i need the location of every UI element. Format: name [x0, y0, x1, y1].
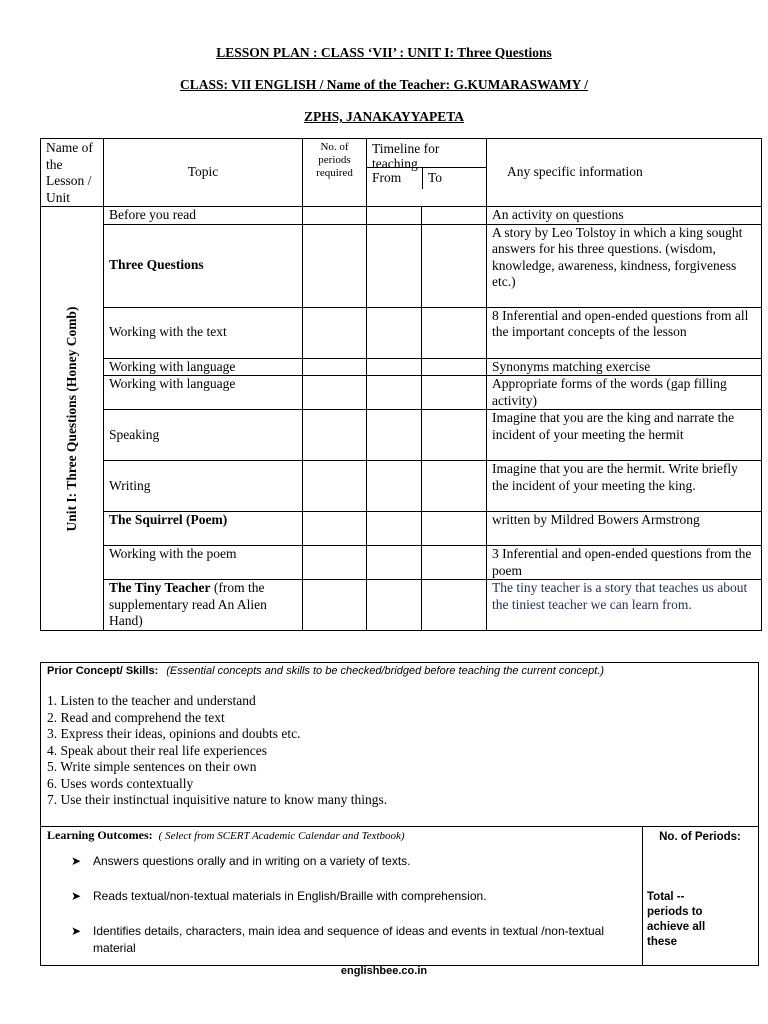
list-item: 4. Speak about their real life experiences	[47, 742, 268, 758]
list-item: ➤ Identifies details, characters, main idea and sequence of ideas and events in textual /non-textual material	[71, 924, 604, 955]
table-row-topic: Working with language	[104, 358, 303, 376]
class-teacher-line: CLASS: VII ENGLISH / Name of the Teacher: G.KUMARASWAMY /	[179, 77, 588, 92]
list-item: 1. Listen to the teacher and understand	[47, 693, 256, 708]
school-name: ZPHS, JANAKAYYAPETA	[303, 109, 465, 124]
footer-source: englishbee.co.in	[340, 965, 428, 977]
learning-outcomes-title: Learning Outcomes:	[47, 828, 153, 842]
table-row-topic: Writing	[104, 461, 303, 512]
tiny-teacher-title: The Tiny Teacher	[109, 580, 211, 595]
table-row-info: Synonyms matching exercise	[487, 358, 762, 376]
header-timeline	[367, 139, 487, 207]
total-periods-note: Total -- periods to achieve all these	[647, 891, 706, 948]
tiny-teacher-note: (from the supplementary read An Alien Hand)	[109, 580, 267, 628]
table-row-topic: Working with the text	[104, 307, 303, 358]
header-lesson-unit: Name of the Lesson / Unit	[41, 139, 104, 207]
column-divider	[642, 826, 643, 965]
header-topic: Topic	[104, 139, 303, 207]
header-to: To	[428, 170, 443, 185]
header-info: Any specific information	[487, 139, 762, 207]
table-row-topic: Before you read	[104, 207, 303, 225]
prior-skills-list	[47, 693, 387, 809]
list-item: 6. Uses words contextually	[47, 775, 194, 791]
table-row-info: Imagine that you are the hermit. Write briefly the incident of your meeting the king.	[487, 461, 762, 512]
table-row-info: An activity on questions	[487, 207, 762, 225]
unit-cell	[41, 207, 104, 631]
unit-label: Unit I: Three Questions (Honey Comb)	[63, 306, 79, 531]
lesson-plan-title: LESSON PLAN : CLASS ‘VII’ : UNIT I: Three Questions	[216, 45, 552, 60]
list-item: ➤ Answers questions orally and in writing on a variety of texts.	[71, 854, 411, 868]
prior-concept-header	[47, 665, 604, 677]
lesson-table	[40, 138, 762, 631]
table-row-info: Appropriate forms of the words (gap filling activity)	[487, 376, 762, 410]
list-item: 3. Express their ideas, opinions and doubts etc.	[47, 726, 301, 741]
table-row-topic: Working with the poem	[104, 546, 303, 580]
table-row-info: 3 Inferential and open-ended questions from the poem	[487, 546, 762, 580]
table-row-topic	[104, 580, 303, 631]
arrow-bullet-icon: ➤	[71, 889, 82, 903]
list-item: ➤ Reads textual/non-textual materials in English/Braille with comprehension.	[71, 889, 487, 903]
header-periods: No. of periods required	[303, 139, 367, 207]
list-item: 5. Write simple sentences on their own	[47, 759, 257, 774]
timeline-label: Timeline for teaching	[372, 141, 440, 171]
arrow-bullet-icon: ➤	[71, 854, 82, 868]
table-row-info: A story by Leo Tolstoy in which a king sought answers for his three questions. (wisdom, knowledge, awareness, kindness, forgiveness etc.)	[487, 224, 762, 307]
section-divider	[41, 826, 758, 827]
table-row-info: Imagine that you are the king and narrate the incident of your meeting the hermit	[487, 410, 762, 461]
list-item: 7. Use their instinctual inquisitive nature to know many things.	[47, 792, 388, 807]
learning-outcomes-header	[47, 828, 405, 843]
learning-outcomes-list	[71, 853, 631, 975]
arrow-bullet-icon: ➤	[71, 924, 82, 938]
periods-header: No. of Periods:	[659, 831, 741, 843]
table-row-topic: Three Questions	[104, 224, 303, 307]
table-row-info: The tiny teacher is a story that teaches us about the tiniest teacher we can learn from.	[487, 580, 762, 631]
table-row-info: 8 Inferential and open-ended questions from all the important concepts of the lesson	[487, 307, 762, 358]
table-row-topic: Speaking	[104, 410, 303, 461]
learning-outcomes-note: ( Select from SCERT Academic Calendar and Textbook)	[158, 830, 405, 842]
concepts-outcomes-box	[40, 662, 759, 966]
list-item: 2. Read and comprehend the text	[47, 709, 225, 725]
table-row-info: written by Mildred Bowers Armstrong	[487, 512, 762, 546]
table-row-topic: Working with language	[104, 376, 303, 410]
prior-concept-note: (Essential concepts and skills to be checked/bridged before teaching the current concept.)	[166, 665, 605, 677]
prior-concept-title: Prior Concept/ Skills:	[47, 665, 159, 677]
table-row-topic: The Squirrel (Poem)	[104, 512, 303, 546]
header-from: From	[367, 168, 423, 189]
